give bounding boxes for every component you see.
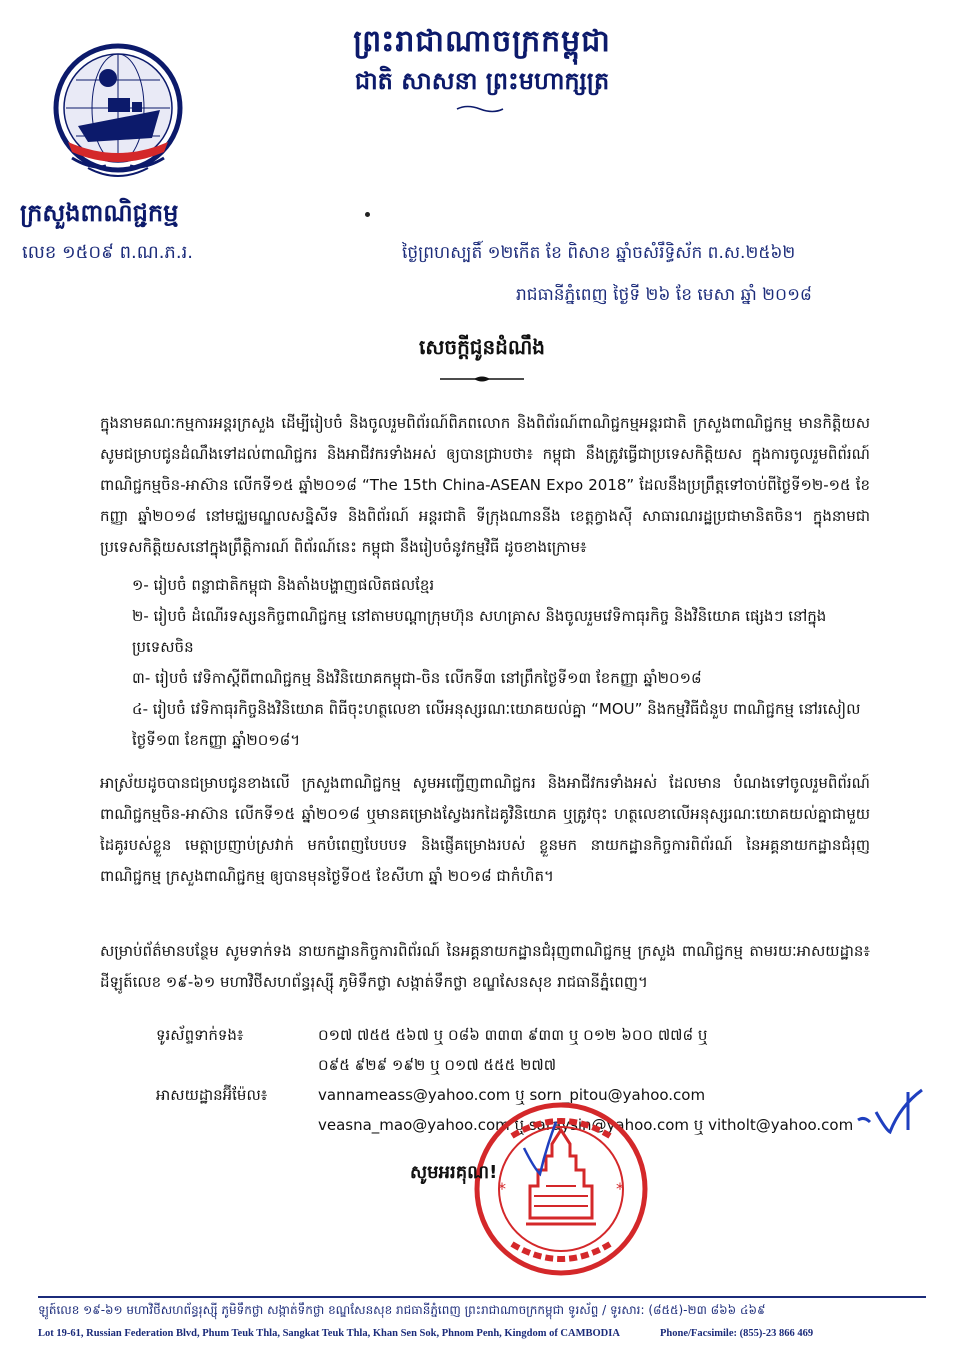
header-ornament [455, 104, 505, 114]
initial-checkmark [856, 1086, 926, 1136]
phone-numbers-line1: ០១៧ ៧៥៥ ៥៦៧ ឬ ០៨៦ ៣៣៣ ៩៣៣ ឬ ០១២ ៦០០ ៧៧៨ ឬ [318, 1026, 708, 1044]
list-item: ២- រៀបចំ ដំណើរទស្សនកិច្ចពាណិជ្ជកម្ម នៅតាមបណ្តាក្រុមហ៊ុន សហគ្រាស និងចូលរួមវេទិកាធុរកិច្ច និងវិនិយោគ ផ្សេងៗ នៅក្នុងប្រទេសចិន [132, 607, 827, 656]
lunar-date: ថ្ងៃព្រហស្បតិ៍ ១២កើត ខែ ពិសាខ ឆ្នាំចសំរឹទ្ធិស័ក ព.ស.២៥៦២ [402, 243, 796, 263]
ink-dot [365, 212, 370, 217]
list-item: ៣- រៀបចំ វេទិកាស្តីពីពាណិជ្ជកម្ម និងវិនិយោគកម្ពុជា-ចិន លើកទី៣ នៅព្រឹកថ្ងៃទី១៣ ខែកញ្ញា ឆ្នាំ២០១៨ [132, 669, 702, 687]
footer-phone-en: Phone/Facsimile: (855)-23 866 469 [660, 1328, 814, 1339]
svg-text:*: * [498, 1179, 506, 1198]
ministry-name: ក្រសួងពាណិជ្ជកម្ម [20, 199, 179, 227]
intro-paragraph: ក្នុងនាមគណៈកម្មការអន្តរក្រសួង ដើម្បីរៀបចំ និងចូលរួមពិព័រណ៍ពិភពលោក និងពិព័រណ៍ពាណិជ្ជកម្មអន្តរជាតិ ក្រសួងពាណិជ្ជកម្ម មានកិត្តិយសសូមជម្រាបជូនដំណឹងទៅដល់ពាណិជ្ជករ និងអាជីវករទាំងអស់ ឲ្យបានជ្រាបថា៖ កម្ពុជា នឹងត្រូវធ្វើជាប្រទេសកិត្តិយស ក្នុងការចូលរួមពិព័រណ៍ពាណិជ្ជកម្មចិន-អាស៊ាន លើកទី១៥ ឆ្នាំ២០១៨ “The 15th China-ASEAN Expo 2018” ដែលនឹងប្រព្រឹត្តទៅចាប់ពីថ្ងៃទី១២-១៥ ខែកញ្ញា ឆ្នាំ២០១៨ នៅមជ្ឈមណ្ឌលសន្និសីទ និងពិព័រណ៍ អន្តរជាតិ ទីក្រុងណាននីង ខេត្តក្វាងស៊ី សាធារណរដ្ឋប្រជាមានិតចិន។ ក្នុងនាមជាប្រទេសកិត្តិយសនៅក្នុងព្រឹត្តិការណ៍ ពិព័រណ៍នេះ កម្ពុជា នឹងរៀបចំនូវកម្មវិធី ដូចខាងក្រោម៖ [100, 414, 870, 556]
list-item: ១- រៀបចំ ពន្លាជាតិកម្ពុជា និងតាំងបង្ហាញផលិតផលខ្មែរ [132, 576, 435, 594]
footer-address-english [38, 1328, 926, 1339]
reference-number: លេខ ១៥០៩ ព.ណ.ភ.រ. [22, 242, 193, 263]
program-list [132, 570, 870, 756]
closing-thanks: សូមអរគុណ! [410, 1162, 498, 1183]
ministry-logo [48, 38, 188, 188]
followup-paragraph: អាស្រ័យដូចបានជម្រាបជូនខាងលើ ក្រសួងពាណិជ្ជកម្ម សូមអញ្ជើញពាណិជ្ជករ និងអាជីវករទាំងអស់ ដែលមាន បំណងទៅចូលរួមពិព័រណ៍ពាណិជ្ជកម្មចិន-អាស៊ាន លើកទី១៥ ឆ្នាំ២០១៨ ឬមានគម្រោងស្វែងរកដៃគូវិនិយោគ ឬត្រូវចុះ ហត្ថលេខាលើអនុស្សរណៈយោគយល់គ្នាជាមួយដៃគូរបស់ខ្លួន មេត្តាប្រញាប់ស្រវាក់ មកបំពេញបែបបទ និងផ្ញើគម្រោងរបស់ ខ្លួនមក នាយកដ្ឋានកិច្ចការពិព័រណ៍ នៃអគ្គនាយកដ្ឋានជំរុញពាណិជ្ជកម្ម ក្រសួងពាណិជ្ជកម្ម ឲ្យបានមុនថ្ងៃទី០៥ ខែសីហា ឆ្នាំ ២០១៨ ជាកំហិត។ [100, 774, 870, 885]
ministry-seal [472, 1100, 650, 1278]
footer-divider [38, 1296, 926, 1298]
national-motto: ជាតិ សាសនា ព្រះមហាក្សត្រ [354, 67, 610, 95]
signature-stroke [520, 1118, 560, 1178]
footer-address-en: Lot 19-61, Russian Federation Blvd, Phum Teuk Thla, Sangkat Teuk Thla, Khan Sen Sok, Phnom Penh, Kingdom of CAMBODIA [38, 1328, 620, 1339]
svg-text:*: * [616, 1179, 624, 1198]
email-line1: vannameass@yahoo.com ឬ sorn_pitou@yahoo.com [318, 1086, 706, 1104]
document-title: សេចក្តីជូនដំណឹង [419, 335, 545, 359]
title-ornament [438, 374, 526, 384]
solar-date: រាជធានីភ្នំពេញ ថ្ងៃទី ២៦ ខែ មេសា ឆ្នាំ ២០១៨ [516, 285, 812, 305]
email-line2: veasna_mao@yahoo.com ឬ saraysin@yahoo.com ឬ vitholt@yahoo.com [318, 1116, 854, 1134]
email-label: អាសយដ្ឋានអ៊ីម៉ែល៖ [156, 1086, 268, 1104]
phone-numbers-line2: ០៩៥ ៩២៩ ១៩២ ឬ ០១៧ ៥៥៥ ២៧៧ [318, 1056, 557, 1074]
kingdom-title: ព្រះរាជាណាចក្រកម្ពុជា [353, 24, 611, 59]
phone-label: ទូរស័ព្ទទាក់ទង៖ [156, 1026, 244, 1044]
list-item: ៤- រៀបចំ វេទិកាធុរកិច្ចនិងវិនិយោគ ពិធីចុះហត្ថលេខា លើអនុស្សរណៈយោគយល់គ្នា “MOU” និងកម្មវិធីជំនួប ពាណិជ្ជកម្ម នៅរសៀលថ្ងៃទី១៣ ខែកញ្ញា ឆ្នាំ២០១៨។ [132, 700, 861, 749]
footer-address-khmer: ឡូត៍លេខ ១៩-៦១ មហាវិថីសហព័ន្ធរុស្ស៊ី ភូមិទឹកថ្លា សង្កាត់ទឹកថ្លា ខណ្ឌសែនសុខ រាជធានីភ្នំពេញ ព្រះរាជាណាចក្រកម្ពុជា ទូរស័ព្ទ / ទូរសារ: (៨៥៥)-២៣ ៨៦៦ ៤៦៩ [38, 1303, 766, 1317]
info-paragraph: សម្រាប់ព័ត៌មានបន្ថែម សូមទាក់ទង នាយកដ្ឋានកិច្ចការពិព័រណ៍ នៃអគ្គនាយកដ្ឋានជំរុញពាណិជ្ជកម្ម ក្រសួង ពាណិជ្ជកម្ម តាមរយៈអាសយដ្ឋាន៖ ដីឡូត៍លេខ ១៩-៦១ មហាវិថីសហព័ន្ធរុស្ស៊ី ភូមិទឹកថ្លា សង្កាត់ទឹកថ្លា ខណ្ឌសែនសុខ រាជធានីភ្នំពេញ។ [100, 942, 870, 991]
